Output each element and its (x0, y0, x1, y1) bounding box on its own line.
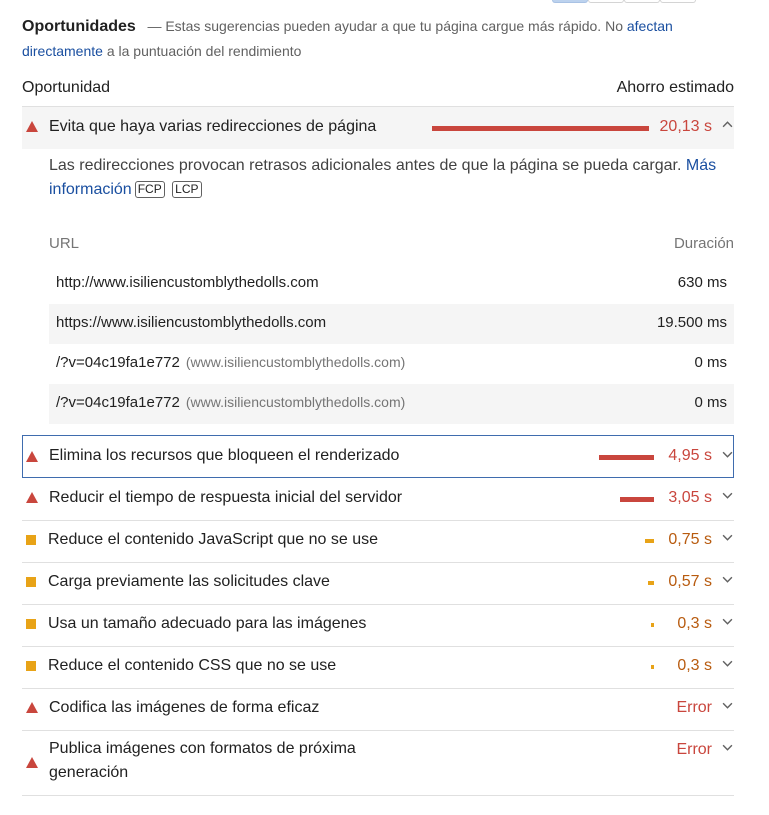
savings-bar (648, 581, 654, 585)
url-text: https://www.isiliencustomblythedolls.com (56, 314, 327, 331)
url-cell[interactable] (56, 314, 326, 331)
audit-title: Usa un tamaño adecuado para las imágenes (48, 615, 367, 632)
savings-bar (651, 623, 654, 627)
audit-preload[interactable] (22, 562, 734, 604)
audit-image-size[interactable] (22, 604, 734, 646)
chevron-down-icon[interactable] (722, 489, 733, 504)
table-row (49, 344, 734, 384)
url-cell[interactable] (56, 394, 405, 411)
metric-chip-lcp: LCP (172, 181, 201, 198)
table-header-duration: Duración (673, 235, 734, 252)
audit-title: Reduce el contenido CSS que no se use (48, 657, 337, 674)
audit-unused-css[interactable] (22, 646, 734, 688)
orange-square-icon (26, 661, 36, 671)
audit-value: 20,13 s (659, 118, 712, 135)
duration-cell: 0 ms (694, 394, 727, 411)
tab[interactable] (624, 0, 660, 3)
section-title: Oportunidades (22, 18, 136, 35)
audit-title: Publica imágenes con formatos de próxima generación (49, 740, 356, 781)
audit-title: Elimina los recursos que bloqueen el renderizado (49, 447, 400, 464)
audit-title: Evita que haya varias redirecciones de página (49, 118, 377, 135)
savings-bar (599, 455, 654, 460)
audit-render-blocking[interactable] (22, 435, 734, 478)
chevron-down-icon[interactable] (722, 699, 733, 714)
savings-bar (645, 539, 654, 543)
tab-active[interactable] (552, 0, 588, 3)
audit-value: Error (676, 741, 712, 758)
audit-value: 0,3 s (677, 657, 712, 674)
warning-triangle-icon (26, 492, 38, 503)
duration-cell: 19.500 ms (656, 314, 727, 331)
table-row (49, 384, 734, 424)
savings-bar (651, 665, 654, 669)
chevron-down-icon[interactable] (722, 657, 733, 672)
column-opportunity: Oportunidad (22, 79, 111, 96)
table-header-url: URL (49, 235, 80, 252)
audit-description-text: Las redirecciones provocan retrasos adicionales antes de que la página se pueda cargar. (49, 157, 682, 174)
audit-value: Error (676, 699, 712, 716)
duration-cell: 630 ms (677, 274, 727, 291)
orange-square-icon (26, 619, 36, 629)
audit-server-response[interactable] (22, 478, 734, 520)
chevron-up-icon[interactable] (722, 118, 733, 133)
warning-triangle-icon (26, 757, 38, 768)
audit-value: 0,75 s (668, 531, 712, 548)
warning-triangle-icon (26, 451, 38, 462)
url-text: /?v=04c19fa1e772 (56, 394, 180, 411)
audit-redirects[interactable] (22, 107, 734, 149)
url-cell[interactable] (56, 274, 319, 291)
url-cell[interactable] (56, 354, 405, 371)
audit-encode-images[interactable] (22, 688, 734, 730)
audit-title: Carga previamente las solicitudes clave (48, 573, 330, 590)
audit-description (49, 154, 729, 202)
audit-next-gen-images[interactable] (22, 730, 734, 795)
orange-square-icon (26, 535, 36, 545)
orange-square-icon (26, 577, 36, 587)
audit-value: 3,05 s (668, 489, 712, 506)
audit-value: 4,95 s (668, 447, 712, 464)
chevron-down-icon[interactable] (722, 573, 733, 588)
view-tabs (552, 0, 696, 4)
duration-cell: 0 ms (694, 354, 727, 371)
divider (22, 795, 734, 796)
learn-more-link[interactable]: Más información (49, 157, 717, 198)
tab[interactable] (588, 0, 624, 3)
url-host: (www.isiliencustomblythedolls.com) (185, 354, 406, 370)
audit-value: 0,57 s (668, 573, 712, 590)
audit-value: 0,3 s (677, 615, 712, 632)
chevron-down-icon[interactable] (722, 615, 733, 630)
metric-chip-fcp: FCP (135, 181, 165, 198)
audit-title: Reduce el contenido JavaScript que no se use (48, 531, 378, 548)
url-host: (www.isiliencustomblythedolls.com) (185, 394, 406, 410)
dash: — (147, 18, 162, 34)
url-text: http://www.isiliencustomblythedolls.com (56, 274, 319, 291)
tab[interactable] (660, 0, 696, 3)
savings-bar (620, 497, 654, 502)
audit-title: Reducir el tiempo de respuesta inicial del servidor (49, 489, 403, 506)
warning-triangle-icon (26, 121, 38, 132)
afectan-link[interactable]: afectan directamente (22, 18, 673, 59)
table-row (49, 304, 734, 344)
description-text-end: a la puntuación del rendimiento (106, 43, 302, 59)
chevron-down-icon[interactable] (722, 531, 733, 546)
warning-triangle-icon (26, 702, 38, 713)
section-description (22, 14, 712, 64)
description-text: Estas sugerencias pueden ayudar a que tu página cargue más rápido. No (165, 18, 623, 34)
audit-unused-js[interactable] (22, 520, 734, 562)
audit-title: Codifica las imágenes de forma eficaz (49, 699, 320, 716)
url-text: /?v=04c19fa1e772 (56, 354, 180, 371)
column-savings: Ahorro estimado (616, 79, 734, 96)
savings-bar (432, 126, 649, 131)
chevron-down-icon[interactable] (722, 448, 733, 463)
chevron-down-icon[interactable] (722, 741, 733, 756)
table-row (49, 264, 734, 304)
